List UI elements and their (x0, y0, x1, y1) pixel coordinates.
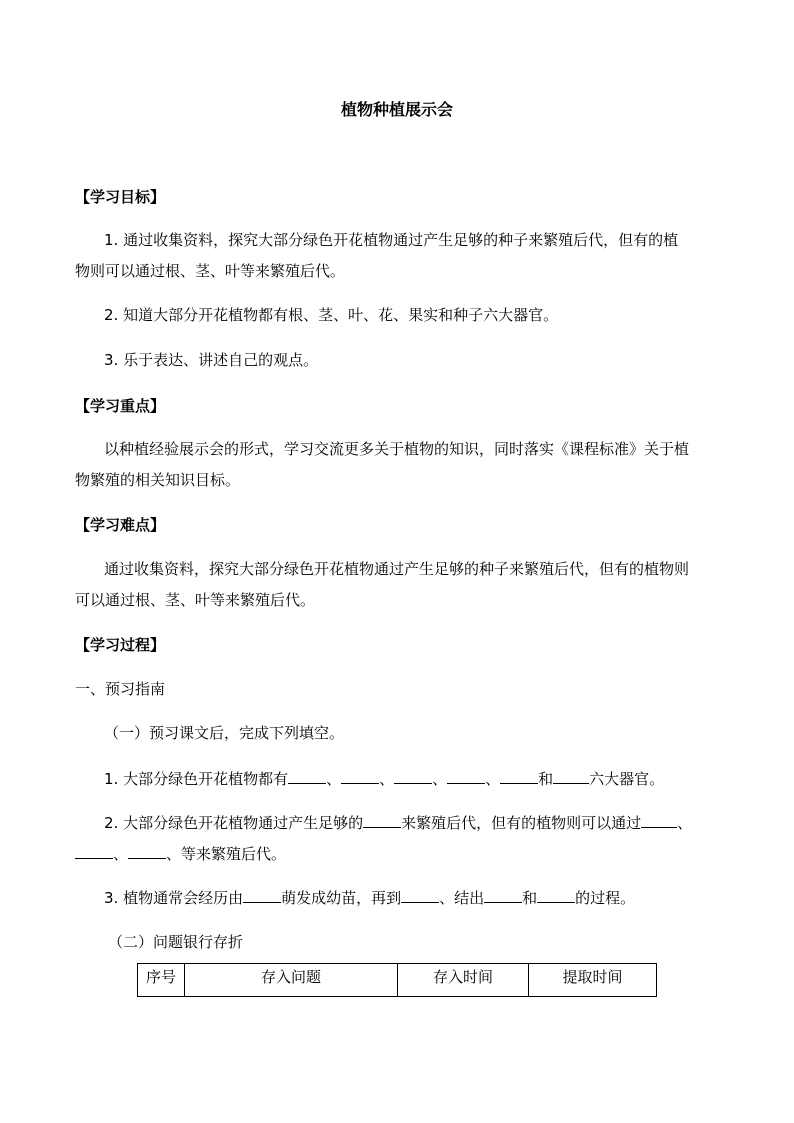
question-3: 3. 植物通常会经历由 萌发成幼苗，再到 、结出 和 的过程。 (104, 889, 636, 907)
blank (537, 887, 575, 903)
subsection-question-bank: （二）问题银行存折 (108, 933, 244, 951)
blank (553, 768, 589, 784)
blank (128, 843, 166, 859)
difficulties-heading: 【学习难点】 (75, 516, 166, 534)
page-title: 植物种植展示会 (340, 100, 453, 119)
key-points-line-1: 以种植经验展示会的形式，学习交流更多关于植物的知识，同时落实《课程标准》关于植 (104, 440, 690, 458)
question-2-line-1: 2. 大部分绿色开花植物通过产生足够的 来繁殖后代，但有的植物则可以通过 、 (104, 814, 693, 832)
objective-1-line-2: 物则可以通过根、茎、叶等来繁殖后代。 (75, 262, 346, 280)
objective-3: 3. 乐于表达、讲述自己的观点。 (104, 351, 319, 369)
blank (394, 768, 432, 784)
key-points-line-2: 物繁殖的相关知识目标。 (75, 471, 241, 489)
blank (363, 812, 401, 828)
blank (484, 887, 522, 903)
section-preview-guide: 一、预习指南 (75, 680, 166, 698)
blank (341, 768, 379, 784)
blank (288, 768, 326, 784)
question-1: 1. 大部分绿色开花植物都有 、 、 、 、 和 六大器官。 (104, 770, 665, 788)
objective-1-line-1: 1. 通过收集资料，探究大部分绿色开花植物通过产生足够的种子来繁殖后代，但有的植 (104, 231, 679, 249)
blank (447, 768, 485, 784)
subsection-fill-blanks: （一）预习课文后，完成下列填空。 (104, 724, 345, 742)
header-cell-question: 存入问题 (185, 964, 398, 997)
key-points-heading: 【学习重点】 (75, 397, 166, 415)
blank (243, 887, 281, 903)
difficulties-line-2: 可以通过根、茎、叶等来繁殖后代。 (75, 591, 316, 609)
blank (401, 887, 439, 903)
blank (641, 812, 677, 828)
header-cell-index: 序号 (138, 964, 185, 997)
question-2-line-2: 、 、等来繁殖后代。 (75, 839, 286, 870)
process-heading: 【学习过程】 (75, 636, 166, 654)
table-header-row (138, 964, 657, 997)
header-cell-deposit-time: 存入时间 (398, 964, 529, 997)
difficulties-line-1: 通过收集资料，探究大部分绿色开花植物通过产生足够的种子来繁殖后代，但有的植物则 (104, 560, 690, 578)
objectives-heading: 【学习目标】 (75, 188, 166, 206)
blank (500, 768, 538, 784)
objective-2: 2. 知道大部分开花植物都有根、茎、叶、花、果实和种子六大器官。 (104, 306, 559, 324)
question-bank-table (137, 963, 657, 997)
blank (75, 843, 113, 859)
header-cell-withdraw-time: 提取时间 (529, 964, 657, 997)
